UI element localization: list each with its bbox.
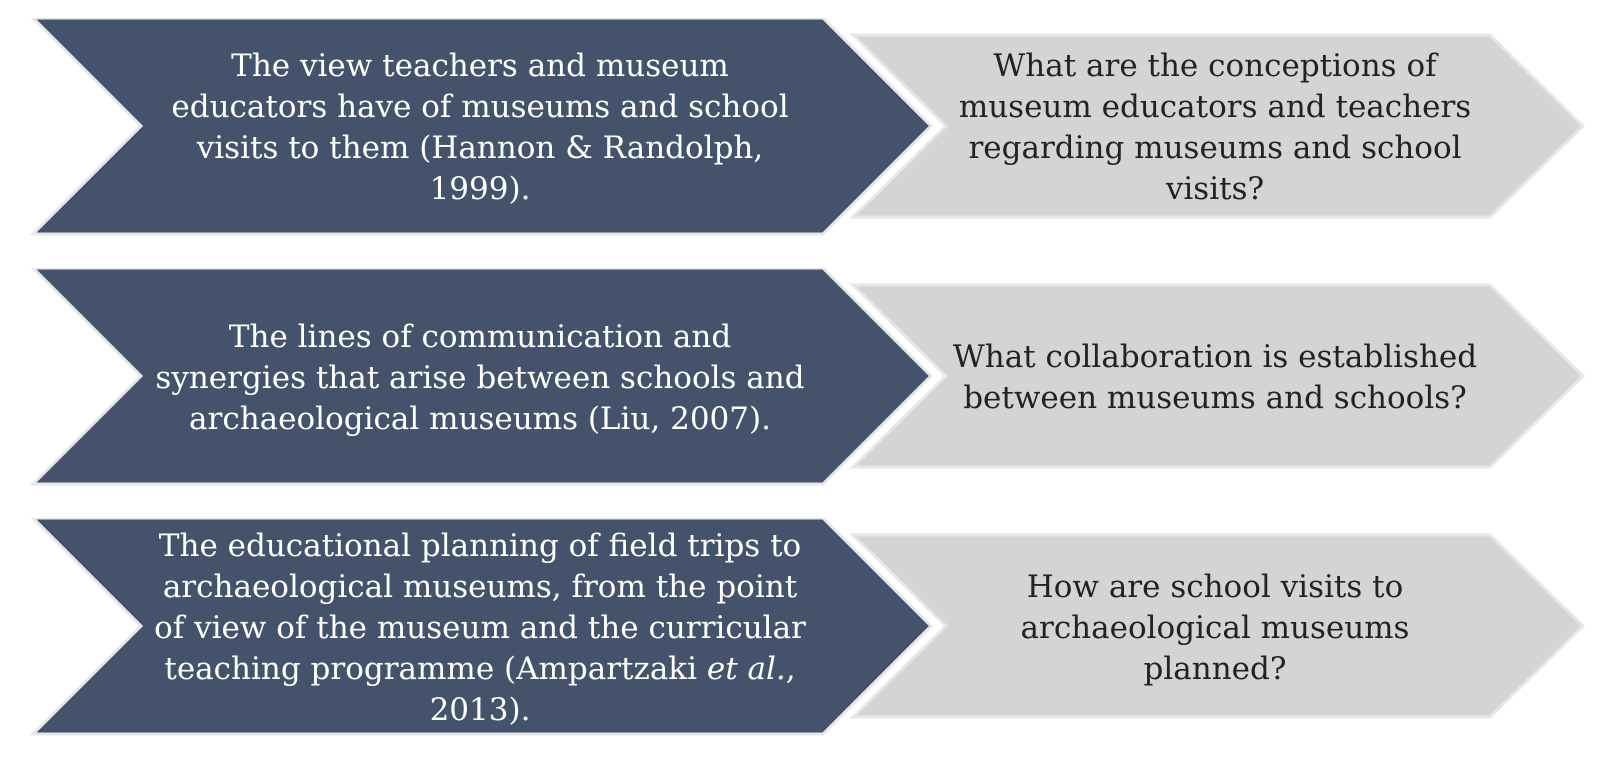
- research-question-text: [945, 518, 1485, 738]
- diagram-row-1: [0, 18, 1601, 238]
- topic-text: [150, 268, 810, 488]
- research-question-text: [945, 268, 1485, 488]
- diagram-row-2: [0, 268, 1601, 488]
- diagram-row-3: [0, 518, 1601, 738]
- topic-text-content: [150, 526, 810, 731]
- topic-text: [150, 518, 810, 738]
- topic-text-content: The lines of communication and synergies that arise between schools and archaeological museums (Liu, 2007).: [155, 318, 805, 437]
- topic-text-main: The educational planning of field trips to archaeological museums, from the point of view of the museum and the curricular teaching programme (Ampartzaki: [154, 527, 806, 687]
- research-question-text: [945, 18, 1485, 238]
- topic-text-tail: , 2013).: [429, 650, 796, 728]
- topic-text: [150, 18, 810, 238]
- topic-text-content: The view teachers and museum educators have of museums and school visits to them (Hannon & Randolph, 1999).: [171, 48, 789, 207]
- research-question-content: What collaboration is established between museums and schools?: [952, 339, 1478, 416]
- topic-text-italic: et al.: [706, 650, 786, 687]
- research-question-content: What are the conceptions of museum educators and teachers regarding museums and school visits?: [958, 48, 1472, 207]
- research-question-content: How are school visits to archaeological museums planned?: [1020, 568, 1410, 687]
